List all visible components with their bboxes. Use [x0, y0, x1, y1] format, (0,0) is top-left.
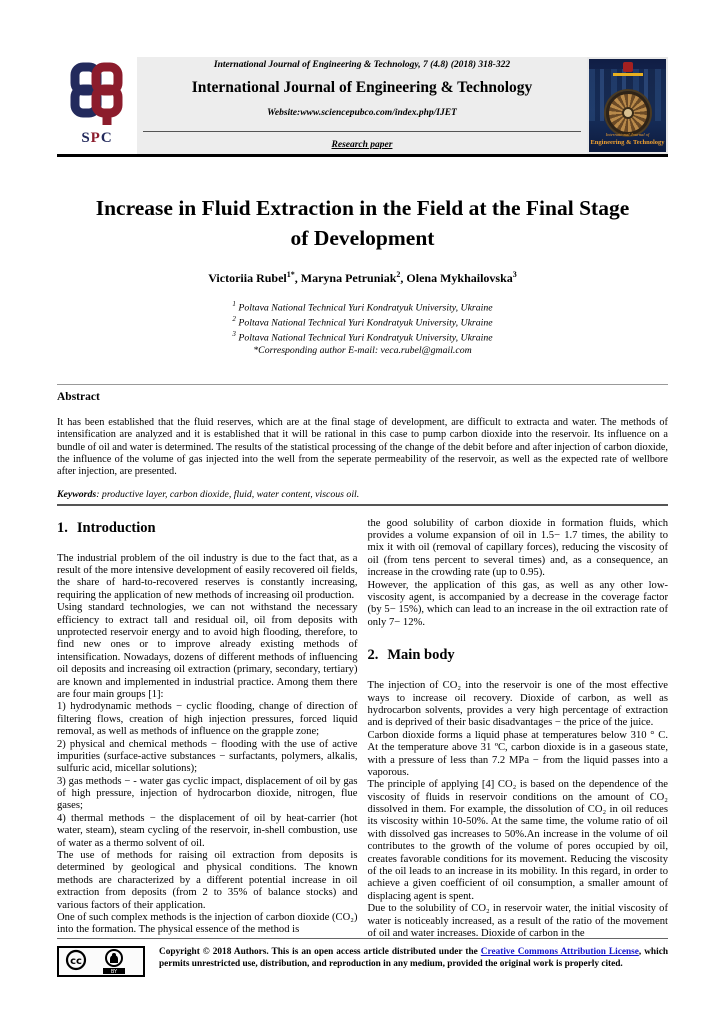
spc-logo-icon [66, 61, 128, 132]
paragraph: Using standard technologies, we can not withstand the necessary efficiency to extract tall and residual oil, oil from deposits with unprotected reservoir energy and to avoid high flooding, therefore, to find new ones or to improve already existing methods of intensification. Nowadays, dozens of different methods of influencing oil deposits and increasing oil extraction (primary, secondary, tertiary) are known and implemented in industrial practice. Among them there are four main groups [1]: [57, 602, 358, 700]
abstract-heading: Abstract [57, 390, 100, 403]
cc-by-icon [59, 948, 143, 975]
authors-line [57, 270, 668, 286]
paragraph: The use of methods for raising oil extraction from deposits is determined by geological and physical conditions. The known methods are characterized by a different potential increase in oil extraction from deposits (from 2 to 35% of balance stocks) and various factors of their application. [57, 850, 358, 911]
cover-emblem-icon [623, 62, 633, 72]
svg-text:BY: BY [110, 969, 118, 975]
body-columns [57, 518, 668, 966]
paragraph: The industrial problem of the oil industry is due to the fact that, as a result of the more intensive development of easily recovered oil fields, the share of hard-to-recovered reserves is constantly increasing, requiring the application of new methods of increasing oil production. [57, 552, 358, 601]
copyright-footer [57, 938, 668, 977]
paragraph: Carbon dioxide forms a liquid phase at temperatures below 310 ° C. At the temperature above 31 ºC, carbon dioxide is in a gaseous state, with a pressure of less than 7.2 MPa − from the liquid passes into a vaporous. [367, 729, 668, 778]
paragraph: 2) physical and chemical methods − flooding with the use of active impurities (surface-active substances − surfactants, polymers, alkalis, sulfuric acid, micellar solutions); [57, 738, 358, 775]
journal-name: International Journal of Engineering & Technology [191, 79, 533, 96]
abstract-section [57, 384, 668, 506]
journal-cover-image [587, 57, 668, 154]
affiliation: $^1$ Poltava National Technical Yuri Kondratyuk University, Ukraine [232, 300, 493, 314]
cover-banner-art [613, 73, 643, 76]
header-center [137, 57, 587, 154]
paragraph: 1) hydrodynamic methods − cyclic flooding, change of direction of filtering flows, creation of high injection pressures, forced liquid removal, as well as methods of influence on the grapple zone; [57, 701, 358, 738]
paragraph: One of such complex methods is the injection of carbon dioxide (CO₂) into the formation. The physical essence of the method is [57, 911, 358, 936]
journal-citation: International Journal of Engineering & Technology, 7 (4.8) (2018) 318-322 [213, 60, 511, 70]
section-heading-introduction: 1. Introduction [57, 519, 156, 536]
paragraph: 3) gas methods − - water gas cyclic impact, displacement of oil by gas of high pressure, injection of hydrocarbon dioxide, nitrogen, flue gases; [57, 775, 358, 812]
paragraph: 4) thermal methods − the displacement of oil by heat-carrier (hot water, steam), steam cycling of the reservoir, in-shell combustion, use of water as a thermo solvent of oil. [57, 812, 358, 849]
cc-license-link[interactable]: Creative Commons Attribution License [480, 947, 639, 957]
paragraph: The injection of CO₂ into the reservoir is one of the most effective ways to increase oil recovery. Dioxide of carbon, as well as hydrocarbon solvents, provides a very high percentage of extraction and is deprived of their basic disadvantages − the price of the juice. [367, 680, 668, 729]
cover-turbine-hub-art [622, 107, 634, 119]
copyright-text: Copyright © 2018 Authors. This is an open access article distributed under the Creative Commons Attribution License, which permits unrestricted use, distribution, and reproduction in any medium, provided the original work is properly cited. [159, 947, 668, 970]
author: Victoriia Rubel$^{1*}$, [208, 270, 301, 286]
spc-logo-text: SPC [81, 130, 113, 146]
right-column [368, 518, 669, 966]
publisher-logo [57, 57, 137, 154]
cc-by-badge [57, 946, 145, 977]
corresponding-author-email: *Corresponding author E-mail: veca.rubel@gmail.com [253, 345, 472, 357]
paragraph: Due to the solubility of CO₂ in reservoir water, the initial viscosity of water is noticeably increased, as a result of the ratio of the movement of oil and water increases. Dioxide of carbon in the [367, 903, 668, 939]
affiliation: $^3$ Poltava National Technical Yuri Kondratyuk University, Ukraine [232, 330, 493, 344]
author: Maryna Petruniak$^2$, [300, 270, 407, 286]
affiliations-block [57, 300, 668, 358]
svg-text:cc: cc [70, 956, 82, 967]
article-title: Increase in Fluid Extraction in the Field at the Final Stage of Development [95, 196, 630, 251]
paragraph: However, the application of this gas, as well as any other low-viscosity agent, is accompanied by a decrease in the coverage factor (by 5− 15%), which can lead to an increase in the oil extraction rate of only 7− 12%. [367, 579, 668, 628]
section-heading-main-body: 2. Main body [367, 647, 455, 664]
left-column [57, 518, 358, 966]
keywords-label: Keywords [57, 488, 97, 500]
author: Olena Mykhailovska$^3$ [406, 270, 517, 286]
paragraph: the good solubility of carbon dioxide in formation fluids, which provides a volume expansion of oil in 1.5− 1.7 times, the ability to mix it with oil (removal of capillary forces), reducing the viscosity of oil (from tens percent to several times) and, as a consequence, an increase in the crowding rate (up to 0.95). [367, 517, 668, 579]
cover-title: Engineering & Technology [590, 139, 665, 146]
affiliation: $^2$ Poltava National Technical Yuri Kondratyuk University, Ukraine [232, 315, 493, 329]
keywords-line [57, 489, 668, 506]
abstract-text: It has been established that the fluid reserves, which are at the final stage of development, are difficult to extracta and water. The methods of intensification are analyzed and it is established that it will be rational in this case to pump carbon dioxide into the reservoir. Its influence on a bundle of oil and water is determined. The results of the statistical processing of the change of the debit before and after injection of carbon dioxide, the influence of the volume of gas injected into the well from the seperate permeability of the reservoir, as well as the expected rate of wellbore after injection, are presented. [57, 416, 668, 478]
cover-subtitle: International Journal of [605, 132, 650, 137]
paper-type-label: Research paper [331, 140, 393, 150]
title-block [57, 193, 668, 358]
paragraph: The principle of applying [4] CO₂ is based on the dependence of the viscosity of fluids in reservoir conditions on the amount of CO₂ dissolved in them. For example, the dissolution of CO₂ in oil reduces its viscosity within 10-50%. At the same time, the volume ratio of oil with dissolved gas increases to 50%.An increase in the volume of oil contributes to the growth of the volume of pores occupied by oil, creates favorable conditions for its movement. Reducing the viscosity of the oil leads to an increase in its mobility. In this regard, in order to achieve a given coefficient of oil consumption, a smaller amount of displacing agent is spent. [367, 779, 668, 902]
paper-type-row [143, 131, 581, 154]
keywords-list: : productive layer, carbon dioxide, fluid, water content, viscous oil. [96, 488, 360, 500]
journal-website-link[interactable]: Website:www.sciencepubco.com/index.php/IJET [267, 108, 457, 118]
journal-header [57, 57, 668, 157]
